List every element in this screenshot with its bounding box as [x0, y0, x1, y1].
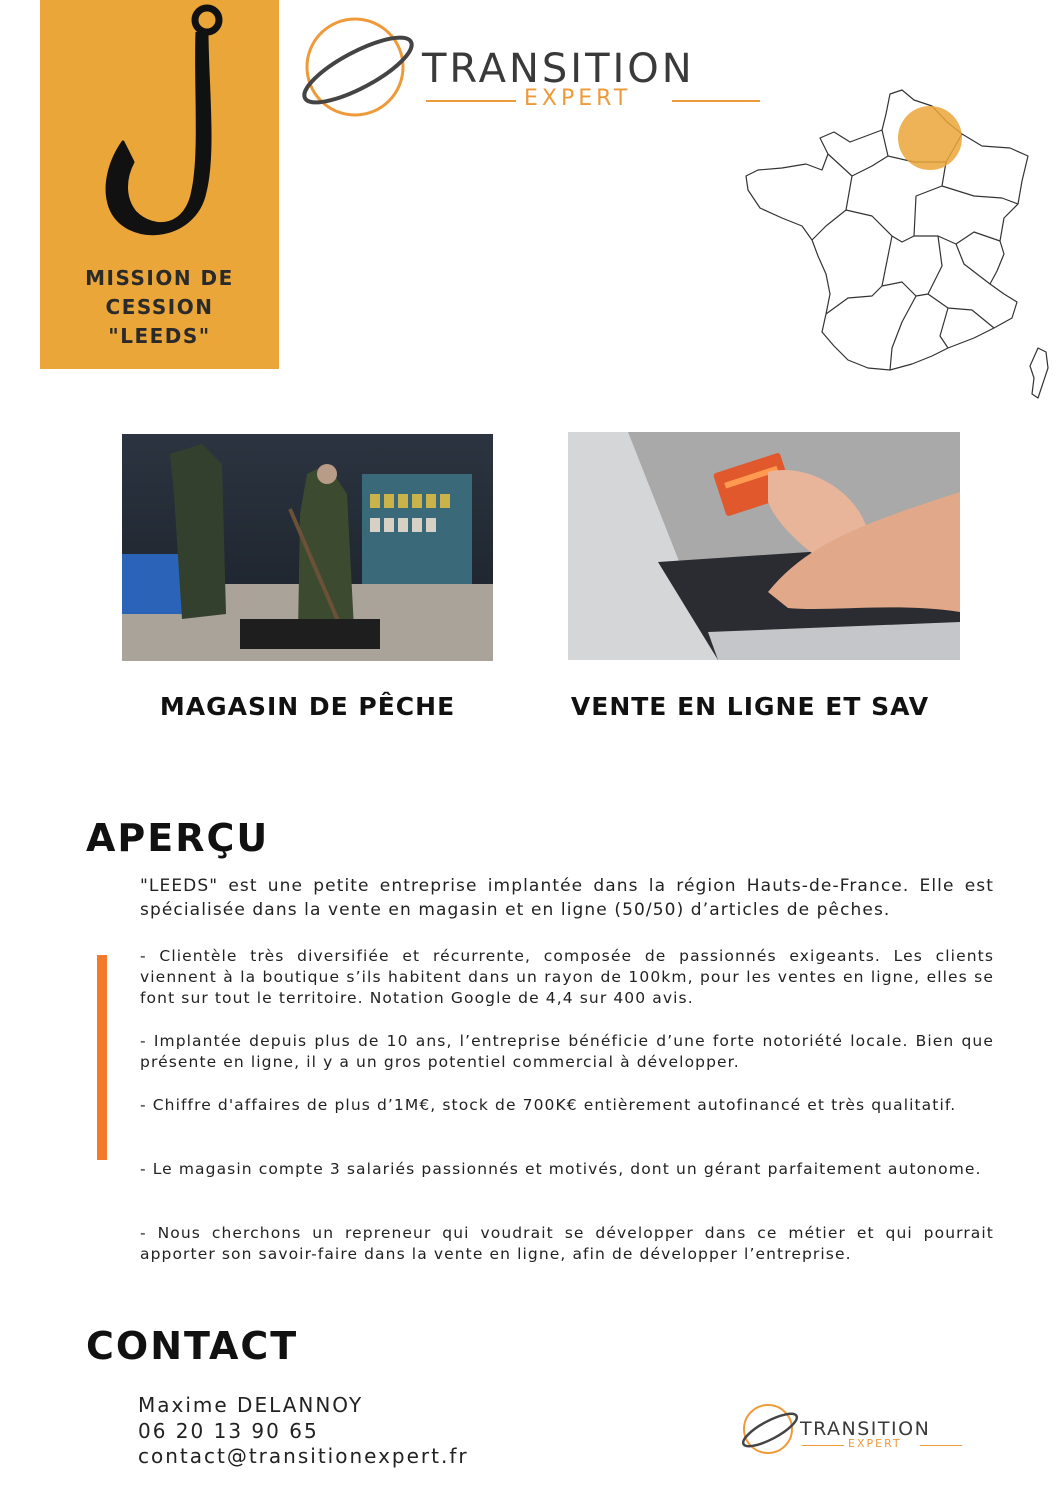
mission-card	[40, 0, 279, 369]
apercu-point: - Nous cherchons un repreneur qui voudrait se développer dans ce métier et qui pourrait apporter son savoir-faire dans la vente en ligne, afin de développer l’entreprise.	[140, 1224, 994, 1263]
contact-title: CONTACT	[86, 1324, 299, 1368]
logo-orbit-icon	[740, 1400, 802, 1458]
apercu-point: - Implantée depuis plus de 10 ans, l’entreprise bénéficie d’une forte notoriété locale. Bien que présente en ligne, il y a un gros potentiel commercial à développer.	[140, 1032, 994, 1071]
footer-logo	[740, 1400, 970, 1458]
logo-line-left	[426, 100, 516, 102]
photo-caption-online: VENTE EN LIGNE ET SAV	[570, 692, 930, 721]
logo-sub-text: EXPERT	[524, 86, 632, 111]
apercu-point: - Le magasin compte 3 salariés passionnés et motivés, dont un gérant parfaitement autonome.	[140, 1160, 982, 1178]
france-map	[742, 86, 1059, 406]
logo-line-left	[802, 1445, 844, 1446]
logo-brand-text: TRANSITION	[422, 46, 695, 92]
fishing-shop-photo	[122, 434, 493, 661]
contact-name: Maxime DELANNOY	[138, 1393, 364, 1417]
contact-email[interactable]: contact@transitionexpert.fr	[138, 1444, 469, 1468]
logo-sub-text: EXPERT	[848, 1437, 902, 1450]
accent-bar	[97, 955, 107, 1160]
company-logo	[300, 12, 770, 122]
fishing-hook-icon	[95, 2, 235, 252]
logo-orbit-icon	[300, 12, 420, 122]
apercu-point: - Clientèle très diversifiée et récurrente, composée de passionnés exigeants. Les clients viennent à la boutique s’ils habitent dans un rayon de 100km, pour les ventes en ligne, elles se font sur tout le territoire. Notation Google de 4,4 sur 400 avis.	[140, 947, 994, 1007]
photo-caption-shop: MAGASIN DE PÊCHE	[159, 692, 456, 721]
contact-phone[interactable]: 06 20 13 90 65	[138, 1419, 319, 1443]
mission-title: MISSION DE CESSION "LEEDS"	[85, 266, 234, 348]
logo-line-right	[920, 1445, 962, 1446]
apercu-title: APERÇU	[86, 816, 270, 860]
logo-brand-text: TRANSITION	[800, 1418, 931, 1440]
online-sale-photo	[568, 432, 960, 660]
apercu-intro: "LEEDS" est une petite entreprise implantée dans la région Hauts-de-France. Elle est spécialisée dans la vente en magasin et en ligne (50/50) d’articles de pêches.	[140, 876, 994, 920]
region-highlight	[898, 106, 962, 170]
apercu-point: - Chiffre d'affaires de plus d’1M€, stock de 700K€ entièrement autofinancé et très qualitatif.	[140, 1096, 957, 1114]
